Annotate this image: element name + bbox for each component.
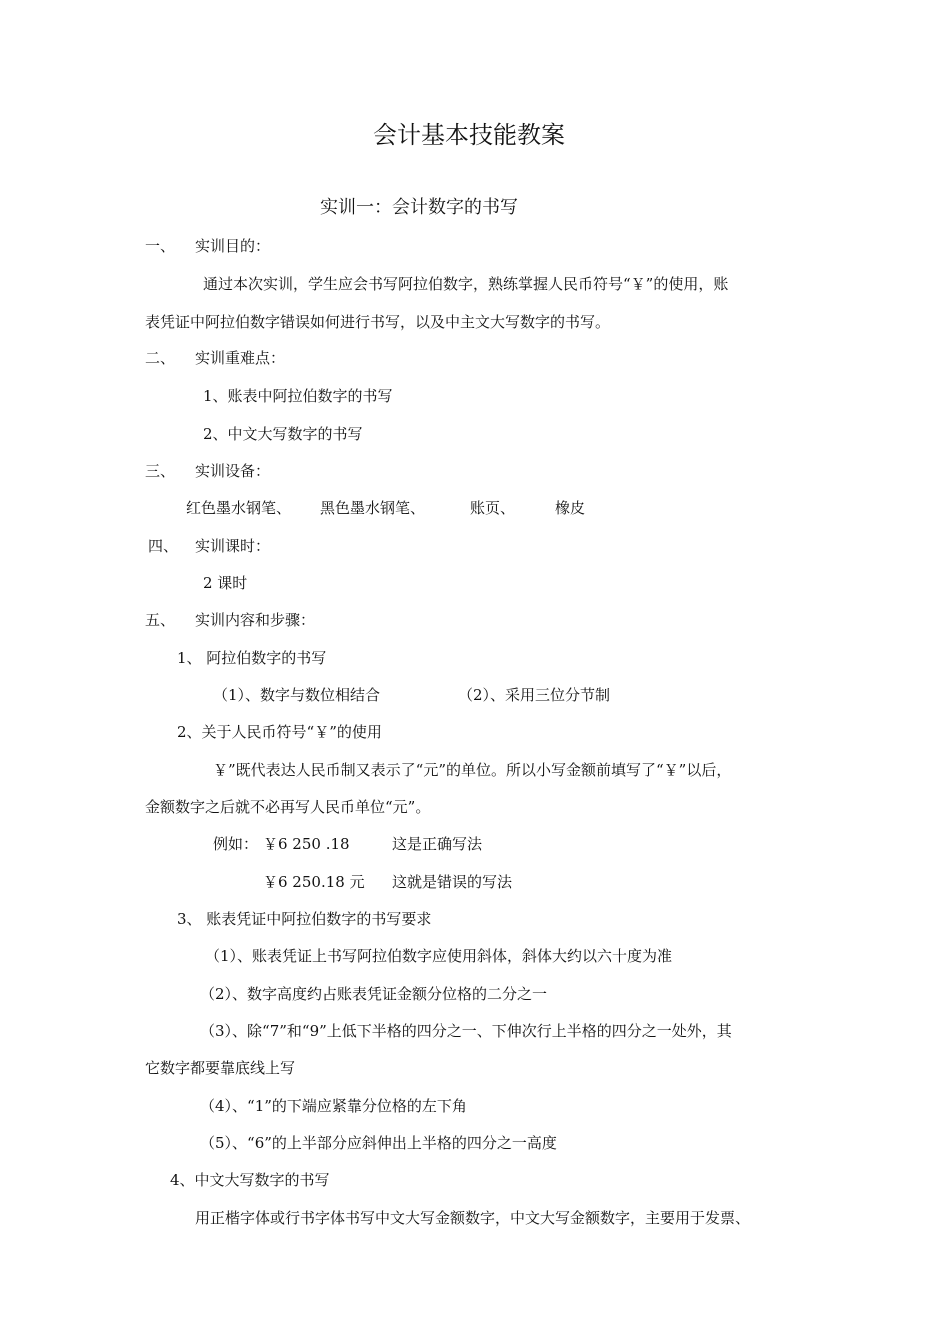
section-number: 一、	[145, 237, 176, 255]
equipment-item: 账页、	[470, 499, 516, 517]
section-number: 三、	[145, 462, 176, 480]
section-number: 四、	[148, 537, 179, 555]
step-item: （5）、“6”的上半部分应斜伸出上半格的四分之一高度	[200, 1134, 557, 1152]
step-heading: 1、 阿拉伯数字的书写	[177, 649, 327, 667]
paragraph-line: 用正楷字体或行书字体书写中文大写金额数字，中文大写金额数字，主要用于发票、	[195, 1209, 751, 1227]
step-item: （1）、数字与数位相结合	[213, 686, 381, 704]
step-heading: 4、中文大写数字的书写	[170, 1171, 330, 1189]
section-heading: 实训设备：	[195, 462, 271, 480]
step-item: （2）、采用三位分节制	[458, 686, 611, 704]
step-item: （2）、数字高度约占账表凭证金额分位格的二分之一	[200, 985, 548, 1003]
paragraph-line: 通过本次实训，学生应会书写阿拉伯数字，熟练掌握人民币符号“￥”的使用，账	[203, 275, 729, 293]
section-heading: 实训内容和步骤：	[195, 611, 316, 629]
example-note: 这就是错误的写法	[392, 873, 513, 891]
section-number: 五、	[145, 611, 176, 629]
section-heading: 实训课时：	[195, 537, 271, 555]
section-number: 二、	[145, 349, 176, 367]
list-item: 2、中文大写数字的书写	[203, 425, 363, 443]
step-heading: 3、 账表凭证中阿拉伯数字的书写要求	[177, 910, 432, 928]
step-item: （3）、除“7”和“9”上低下半格的四分之一、下伸次行上半格的四分之一处外，其	[200, 1022, 732, 1040]
step-item: （4）、“1”的下端应紧靠分位格的左下角	[200, 1097, 467, 1115]
step-item: （1）、账表凭证上书写阿拉伯数字应使用斜体，斜体大约以六十度为准	[205, 947, 673, 965]
example-note: 这是正确写法	[392, 835, 483, 853]
step-heading: 2、关于人民币符号“￥”的使用	[177, 723, 382, 741]
section-heading: 实训重难点：	[195, 349, 286, 367]
example-label: 例如：	[213, 835, 259, 853]
equipment-item: 橡皮	[555, 499, 586, 517]
section-heading: 实训目的：	[195, 237, 271, 255]
paragraph-line: ￥”既代表达人民币制又表示了“元”的单位。所以小写金额前填写了“￥”以后，	[213, 761, 732, 779]
page-title: 会计基本技能教案	[373, 121, 565, 149]
page-subtitle: 实训一：会计数字的书写	[320, 197, 518, 218]
hours-value: 2 课时	[203, 574, 248, 592]
example-amount: ￥6 250.18 元	[263, 873, 365, 891]
list-item: 1、账表中阿拉伯数字的书写	[203, 387, 393, 405]
example-amount: ￥6 250 .18	[263, 835, 350, 853]
paragraph-line: 金额数字之后就不必再写人民币单位“元”。	[145, 798, 431, 816]
paragraph-line: 表凭证中阿拉伯数字错误如何进行书写，以及中主文大写数字的书写。	[145, 313, 611, 331]
step-item-continuation: 它数字都要靠底线上写	[145, 1059, 296, 1077]
equipment-item: 黑色墨水钢笔、	[320, 499, 426, 517]
equipment-item: 红色墨水钢笔、	[186, 499, 292, 517]
